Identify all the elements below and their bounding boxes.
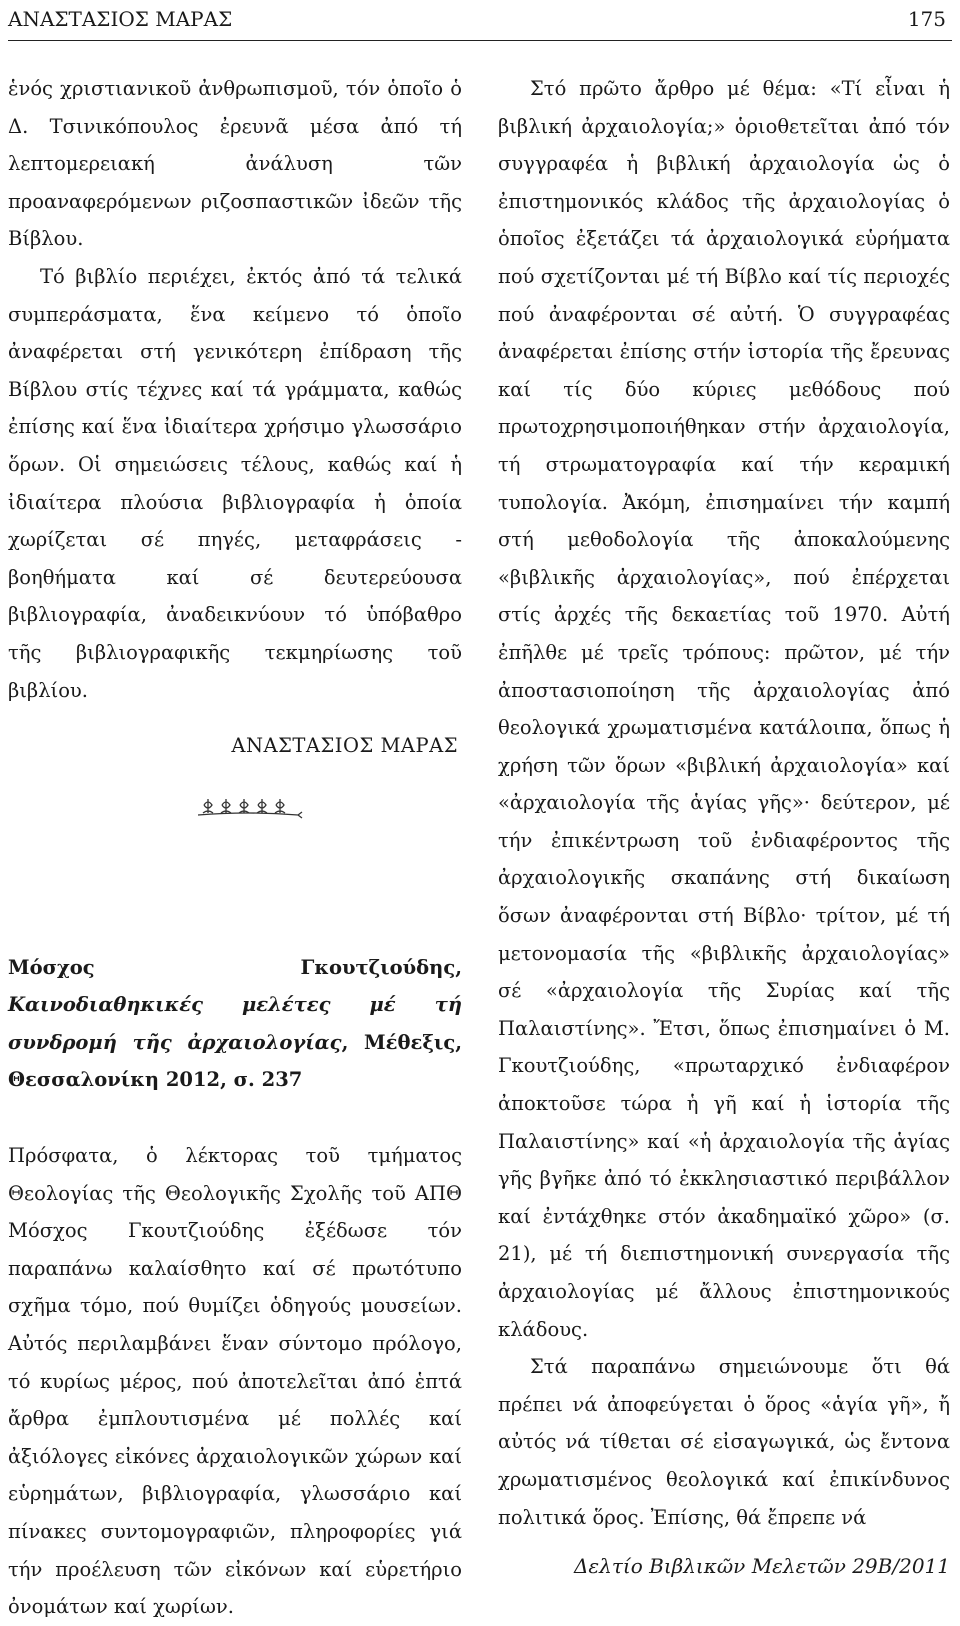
page-number: 175 bbox=[907, 7, 946, 31]
paragraph: Τό βιβλίο περιέχει, ἐκτός ἀπό τά τελικά συμπεράσματα, ἕνα κείμενο τό ὁποῖο ἀναφέρεται στή γενικότερη ἐπίδραση τῆς Βίβλου στίς τέχνες καί τά γράμματα, καθώς ἐπίσης καί ἕνα ἰδιαίτερα χρήσιμο γλωσσάριο ὅρων. Οἱ σημειώσεις τέλους, καθώς καί ἡ ἰδιαίτερα πλούσια βιβλιογραφία ἡ ὁποία χωρίζεται σέ πηγές, μεταφράσεις - βοηθήματα καί σέ δευτερεύουσα βιβλιογραφία, ἀναδεικνύουν τό ὑπόβαθρο τῆς βιβλιογραφικῆς τεκμηρίωσης τοῦ βιβλίου. bbox=[8, 264, 462, 702]
journal-footer: Δελτίο Βιβλικῶν Μελετῶν 29Β/2011 bbox=[573, 1554, 950, 1578]
paragraph: Πρόσφατα, ὁ λέκτορας τοῦ τμήματος Θεολογίας τῆς Θεολογικῆς Σχολῆς τοῦ ΑΠΘ Μόσχος Γκουτζιούδης ἐξέδωσε τόν παραπάνω καλαίσθητο καί σέ πρωτότυπο σχῆμα τόμο, πού θυμίζει ὁδηγούς μουσείων. Αὐτός περιλαμβάνει ἕναν σύντομο πρόλογο, τό κυρίως μέρος, πού ἀποτελεῖται ἀπό ἑπτά ἄρθρα ἐμπλουτισμένα μέ πολλές καί ἀξιόλογες εἰκόνες ἀρχαιολογικῶν χώρων καί εὑρημάτων, βιβλιογραφία, γλωσσάριο καί πίνακες συντομογραφιῶν, πληροφορίες γιά τήν προέλευση τῶν εἰκόνων καί εὑρετήριο ὀνομάτων καί χωρίων. bbox=[8, 1144, 462, 1619]
paragraph: Στά παραπάνω σημειώνουμε ὅτι θά πρέπει νά ἀποφεύγεται ὁ ὅρος «ἁγία γῆ», ἤ αὐτός νά τίθεται σέ εἰσαγωγικά, ὡς ἔντονα χρωματισμένος θεολογικά καί ἐπικίνδυνος πολιτικά ὅρος. Ἐπίσης, θά ἔπρεπε νά bbox=[498, 1355, 950, 1529]
review-publication: , Μέθεξις, Θεσσαλονίκη 2012, σ. 237 bbox=[8, 1030, 462, 1092]
review-heading bbox=[8, 949, 462, 1099]
review-author: Μόσχος Γκουτζιούδης, bbox=[8, 955, 462, 979]
paragraph: Στό πρῶτο ἄρθρο μέ θέμα: «Τί εἶναι ἡ βιβλική ἀρχαιολογία;» ὁριοθετεῖται ἀπό τόν συγγραφέα ἡ βιβλική ἀρχαιολογία ὡς ὁ ἐπιστημονικός κλάδος τῆς ἀρχαιολογίας ὁ ὁποῖος ἐξετάζει τά ἀρχαιολογικά εὑρήματα πού σχετίζονται μέ τή Βίβλο καί τίς περιοχές πού ἀναφέρονται σέ αὐτή. Ὁ συγγραφέας ἀναφέρεται ἐπίσης στήν ἱστορία τῆς ἔρευνας καί τίς δύο κύριες μεθόδους πού πρωτοχρησιμοποιήθηκαν στήν ἀρχαιολογία, τή στρωματογραφία καί τήν κεραμική τυπολογία. Ἀκόμη, ἐπισημαίνει τήν καμπή στή μεθοδολογία τῆς ἀποκαλούμενης «βιβλικῆς ἀρχαιολογίας», πού ἐπέρχεται στίς ἀρχές τῆς δεκαετίας τοῦ 1970. Αὐτή ἐπῆλθε μέ τρεῖς τρόπους: πρῶτον, μέ τήν ἀποστασιοποίηση τῆς ἀρχαιολογίας ἀπό θεολογικά χρωματισμένα κατάλοιπα, ὅπως ἡ χρήση τῶν ὅρων «βιβλική ἀρχαιολογία» καί «ἀρχαιολογία τῆς ἁγίας γῆς»· δεύτερον, μέ τήν ἐπικέντρωση τοῦ ἐνδιαφέροντος τῆς ἀρχαιολογικῆς σκαπάνης στή δικαίωση ὅσων ἀναφέρονται στή Βίβλο· τρίτον, μέ τή μετονομασία τῆς «βιβλικῆς ἀρχαιολογίας» σέ «ἀρχαιολογία τῆς Συρίας καί τῆς Παλαιστίνης». Ἔτσι, ὅπως ἐπισημαίνει ὁ Μ. Γκουτζιούδης, «πρωταρχικό ἐνδιαφέρον ἀποκτοῦσε τώρα ἡ γῆ καί ἡ ἱστορία τῆς Παλαιστίνης» καί «ἡ ἀρχαιολογία τῆς ἁγίας γῆς βγῆκε ἀπό τό ἐκκλησιαστικό περιβάλλον καί ἐντάχθηκε στόν ἀκαδημαϊκό χῶρο» (σ. 21), μέ τή διεπιστημονική συνεργασία τῆς ἀρχαιολογίας μέ ἄλλους ἐπιστημονικούς κλάδους. bbox=[498, 77, 950, 1341]
fleuron-ornament-icon bbox=[198, 785, 308, 839]
running-header bbox=[8, 4, 952, 41]
paragraph: ἑνός χριστιανικοῦ ἀνθρωπισμοῦ, τόν ὁποῖο ὁ Δ. Τσινικόπουλος ἐρευνᾶ μέσα ἀπό τή λεπτομερειακή ἀνάλυση τῶν προαναφερόμενων ριζοσπαστικῶν ἰδεῶν τῆς Βίβλου. bbox=[8, 77, 462, 251]
review-title: Καινοδιαθηκικές μελέτες μέ τή συνδρομή τῆς ἀρχαιολογίας bbox=[8, 993, 462, 1054]
author-signature: ΑΝΑΣΤΑΣΙΟΣ ΜΑΡΑΣ bbox=[231, 734, 458, 758]
left-column bbox=[8, 70, 462, 1626]
running-title: ΑΝΑΣΤΑΣΙΟΣ ΜΑΡΑΣ bbox=[8, 7, 233, 31]
right-column bbox=[498, 70, 950, 1536]
